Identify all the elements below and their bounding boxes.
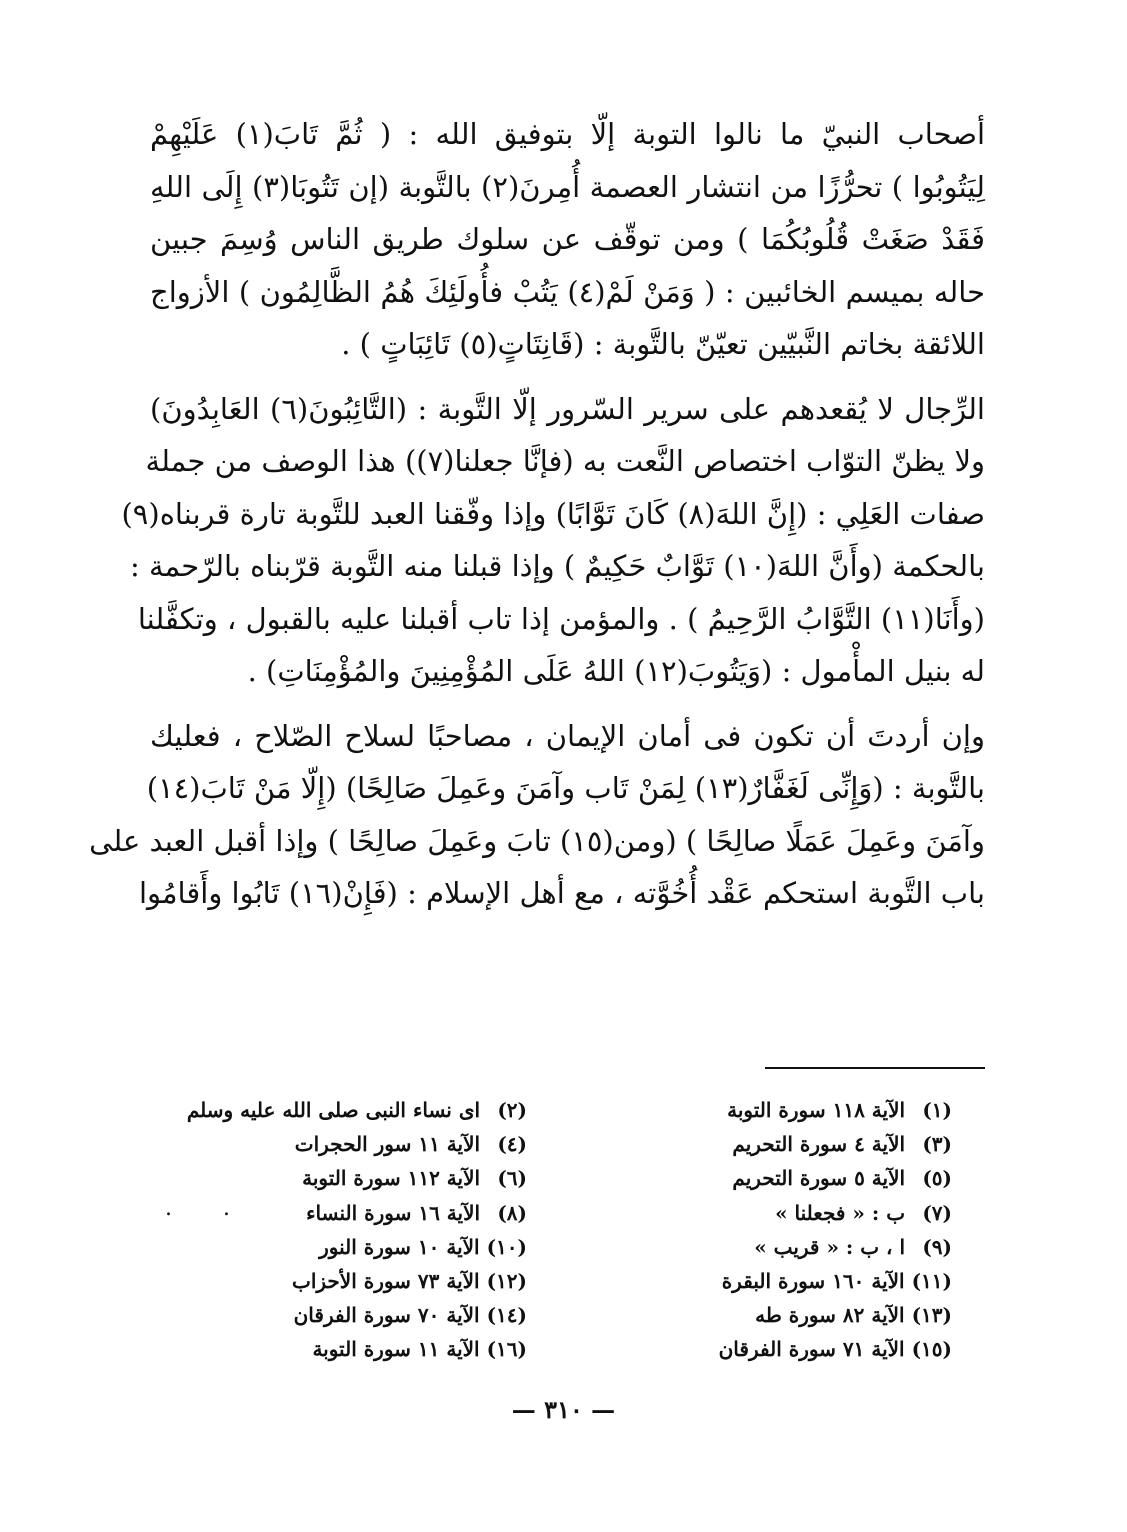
footnote-number: (٨) [497, 1200, 527, 1225]
footnote-item [137, 1127, 527, 1161]
footnote-text: الآية ١٠ سورة النور [319, 1234, 480, 1259]
footnotes-left-column [137, 1093, 527, 1367]
footnote-text: الآية ١١ سورة التوبة [312, 1337, 480, 1362]
footnote-number: (٣) [922, 1132, 952, 1157]
footnote-text: اى نساء النبى صلى الله عليه وسلم [186, 1098, 481, 1122]
footnote-item [652, 1332, 952, 1366]
footnote-item [652, 1230, 952, 1264]
scan-specks: . . [165, 1196, 252, 1221]
footnote-item [652, 1298, 952, 1332]
footnote-number: (١٣) [911, 1303, 952, 1328]
footnote-text: الآية ١٦٠ سورة البقرة [721, 1269, 905, 1294]
footnote-text: الآية ١٦ سورة النساء [306, 1200, 481, 1225]
footnote-text: الآية ١١ سور الحجرات [294, 1132, 481, 1157]
footnote-text: الآية ٧٠ سورة الفرقان [293, 1303, 480, 1328]
footnote-text: ا ، ب : « قريب » [754, 1234, 906, 1259]
footnote-item [137, 1161, 527, 1195]
text-line: له بنيل المأْمول : (وَيَتُوبَ(١٢) اللهُ عَلَى المُؤْمِنِينَ والمُؤْمِنَاتِ) . [247, 654, 985, 688]
footnote-text: الآية ٨٢ سورة طه [755, 1303, 905, 1328]
paragraph-2 [121, 383, 985, 698]
paragraph-1 [150, 108, 985, 371]
footnote-text: ب : « فجعلنا » [775, 1200, 906, 1225]
footnote-separator [765, 1067, 985, 1069]
text-line: وإن أردتَ أن تكون فى أمان الإيمان ، مصاحبًا لسلاح الصّلاح ، فعليك [150, 718, 985, 753]
footnote-text: الآية ٧١ سورة الفرقان [718, 1337, 905, 1362]
text-line: صفات العَلِي : (إِنَّ اللهَ(٨) كَانَ تَوَّابًا) وإذا وفّقنا العبد للتَّوبة تارة قربناه(٩) [121, 496, 985, 531]
footnote-item [652, 1127, 952, 1161]
footnotes-right-column [652, 1093, 952, 1367]
footnote-item [652, 1196, 952, 1230]
footnote-number: (٥) [922, 1166, 952, 1191]
footnote-number: (٤) [497, 1132, 527, 1157]
main-text [89, 108, 986, 920]
paragraph-3 [89, 710, 985, 920]
footnote-number: (٩) [922, 1234, 952, 1259]
footnote-number: (١) [922, 1098, 952, 1122]
footnote-text: الآية ٤ سورة التحريم [732, 1132, 906, 1157]
footnote-item [652, 1264, 952, 1298]
footnote-text: الآية ٥ سورة التحريم [732, 1166, 906, 1191]
footnote-number: (١٤) [486, 1303, 527, 1328]
footnote-text: الآية ٧٣ سورة الأحزاب [292, 1269, 480, 1294]
footnote-item [652, 1161, 952, 1195]
text-line: حاله بميسم الخائبين : ( وَمَنْ لَمْ(٤) يَتُبْ فأُولَئِكَ هُمُ الظَّالِمُون ) الأزواج [150, 274, 985, 309]
text-line: وآمَنَ وعَمِلَ عَمَلًا صالِحًا ) (ومن(١٥) تابَ وعَمِلَ صالِحًا ) وإذا أقبل العبد على [89, 823, 985, 858]
footnote-item [652, 1093, 952, 1127]
footnote-number: (١٥) [911, 1337, 952, 1362]
footnote-number: (٢) [497, 1098, 527, 1122]
text-line: بالتَّوبة : (وَإِنِّى لَغَفَّارٌ(١٣) لِمَنْ تَاب وآمَنَ وعَمِلَ صَالِحًا) (إِلّا مَنْ تَابَ(١٤) [146, 771, 985, 805]
footnote-item [137, 1230, 527, 1264]
text-line: فَقَدْ صَغَتْ قُلُوبُكُمَا ) ومن توقّف عن سلوك طريق الناس وُسِمَ جبين [150, 222, 985, 256]
text-line: (وأَنَا(١١) التَّوَّابُ الرَّحِيمُ ) . والمؤمن إذا تاب أقبلنا عليه بالقبول ، وتكفَّلنا [137, 601, 985, 636]
text-line: أصحاب النبيّ ما نالوا التوبة إلّا بتوفيق الله : ( ثُمَّ تَابَ(١) عَلَيْهِمْ [150, 117, 986, 151]
footnote-item [137, 1093, 527, 1127]
footnote-number: (٦) [497, 1166, 527, 1191]
footnote-number: (٧) [922, 1200, 952, 1225]
footnote-text: الآية ١١٢ سورة التوبة [302, 1166, 481, 1191]
footnote-number: (١١) [911, 1269, 952, 1294]
text-line: الرِّجال لا يُقعدهم على سرير السّرور إلّا التَّوبة : (التَّائِبُونَ(٦) العَابِدُونَ) [150, 391, 985, 426]
text-line: بالحكمة (وأَنَّ اللهَ(١٠) تَوَّابٌ حَكِيمٌ ) وإذا قبلنا منه التَّوبة قرّبناه بالرّحمة : [129, 549, 985, 583]
page-number: — ٣١٠ — [511, 1395, 616, 1424]
footnote-number: (١٢) [486, 1269, 527, 1294]
footnote-number: (١٦) [486, 1337, 527, 1362]
footnote-item [137, 1298, 527, 1332]
footnote-number: (١٠) [486, 1234, 527, 1259]
text-line: ولا يظنّ التوّاب اختصاص النَّعت به (فإنَّا جعلنا(٧)) هذا الوصف من جملة [145, 444, 985, 478]
text-line: لِيَتُوبُوا ) تحرُّزًا من انتشار العصمة أُمِرنَ(٢) بالتَّوبة (إن تَتُوبَا(٣) إِلَى اللهِ [150, 169, 986, 204]
text-line: اللائقة بخاتم النَّبيّين تعيّنّ بالتَّوبة : (قَانِتَاتٍ(٥) تَائِبَاتٍ ) . [341, 327, 985, 361]
text-line: باب التَّوبة استحكم عَقْد أُخُوَّته ، مع أهل الإسلام : (فَإِنْ(١٦) تَابُوا وأَقامُوا [138, 876, 985, 910]
footnote-item [137, 1264, 527, 1298]
footnote-text: الآية ١١٨ سورة التوبة [727, 1098, 906, 1122]
footnote-item [137, 1332, 527, 1366]
